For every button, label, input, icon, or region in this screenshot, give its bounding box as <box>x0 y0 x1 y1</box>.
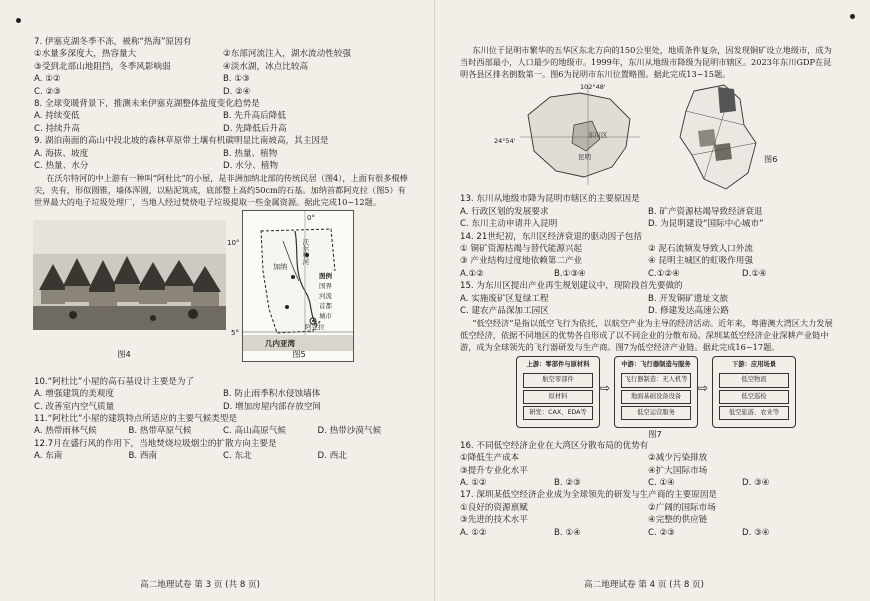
fig6-city-label: 昆明 <box>578 153 591 162</box>
answer-option[interactable]: A.①② <box>460 268 484 279</box>
statement-list <box>34 48 412 73</box>
question-stem: 10.“阿杜比”小屋的高石基设计主要是为了 <box>34 376 195 387</box>
option-list <box>34 450 412 462</box>
answer-option[interactable]: B. 矿产资源枯竭导致经济衰退 <box>648 206 763 217</box>
answer-option[interactable]: D. 水分、植物 <box>223 161 279 172</box>
statement-item: ① 铜矿资源枯竭与替代能源兴起 <box>460 244 583 255</box>
arrow-icon: ⇨ <box>600 380 611 395</box>
midstream-title: 中游：飞行器制造与服务 <box>621 360 691 368</box>
answer-option[interactable]: B. ②③ <box>554 478 581 489</box>
upstream-item: 原材料 <box>523 390 593 404</box>
answer-option[interactable]: A. 海拔、坡度 <box>34 148 89 159</box>
passage-low-altitude: “低空经济”是指以低空飞行为依托，以航空产业为主导的经济活动。近年来，粤港澳大湾区大力发展低空经济，依据不同地区的优势各自形成了以不同企业的分散布局。深圳某低空经济企业深耕产业链中游，成为全球领先的飞行器研发与生产商。图7为低空经济产业链。据此完成16~17题。 <box>460 318 833 353</box>
option-list <box>34 425 412 437</box>
answer-option[interactable]: C. 高山高原气候 <box>223 426 287 437</box>
downstream-item: 低空物流 <box>719 373 789 387</box>
fig5-lat5-label: 5° <box>231 328 239 337</box>
statement-item: ④完整的供应链 <box>648 515 708 526</box>
legend-title: 图例 <box>319 271 332 280</box>
answer-option[interactable]: B. 热量、植物 <box>223 148 278 159</box>
statement-item: ③ 产业结构过度地依赖第二产业 <box>460 256 583 267</box>
punch-hole <box>850 14 855 19</box>
downstream-item: 低空巡检 <box>719 390 789 404</box>
fig4-caption: 图4 <box>117 348 131 359</box>
question-stem: 8. 全球变暖背景下，推测未来伊塞克湖整体盐度变化趋势是 <box>34 99 260 110</box>
answer-option[interactable]: C. ①④ <box>648 478 675 489</box>
answer-option[interactable]: A. 东南 <box>34 451 63 462</box>
question-stem: 12.7月在盛行风的作用下，当地焚烧垃圾烟尘的扩散方向主要是 <box>34 438 277 449</box>
statement-item: ①降低生产成本 <box>460 453 520 464</box>
arrow-icon: ⇨ <box>698 380 709 395</box>
statement-item: ①良好的资源禀赋 <box>460 502 528 513</box>
question-block-mid <box>460 193 836 317</box>
fig7-midstream <box>614 356 698 428</box>
upstream-item: 研发：CAX、EDA等 <box>523 406 593 420</box>
fig5-capital-label: 阿克拉 <box>305 322 325 331</box>
statement-item: ③受到北部山地阻挡，冬季风影响弱 <box>34 61 171 72</box>
question-stem: 9. 湖泊南面的高山中段北坡的森林草原带土壤有机碳明显比南坡高，其主因是 <box>34 136 329 147</box>
answer-option[interactable]: D. 热带沙漠气候 <box>317 426 382 437</box>
answer-option[interactable]: B.①③④ <box>554 268 586 279</box>
answer-option[interactable]: B. 防止雨季积水侵蚀墙体 <box>223 389 321 400</box>
footer-page3: 高二地理试卷 第 3 页 (共 8 页) <box>140 580 260 590</box>
option-list <box>34 73 412 98</box>
fig6-caption: 图6 <box>764 154 778 165</box>
figures-row <box>34 210 412 376</box>
legend-capital: 首都 <box>319 301 332 310</box>
answer-option[interactable]: A. ①② <box>460 478 487 489</box>
question-block-top <box>34 36 412 172</box>
right-page <box>460 44 836 539</box>
question-stem: 13. 东川从地级市降为昆明市辖区的主要原因是 <box>460 194 640 205</box>
answer-option[interactable]: D. ②④ <box>223 86 251 97</box>
answer-option[interactable]: D. ③④ <box>742 478 770 489</box>
fig5-legend <box>319 271 352 321</box>
answer-option[interactable]: D. 西北 <box>317 451 347 462</box>
answer-option[interactable]: B. 开发铜矿遗址文旅 <box>648 293 729 304</box>
downstream-title: 下游：应用场景 <box>731 360 777 368</box>
answer-option[interactable]: C. 持续升高 <box>34 123 80 134</box>
statement-list <box>460 502 836 527</box>
option-list <box>34 110 412 135</box>
midstream-item: 地面基础设备设备 <box>621 390 691 404</box>
left-page <box>34 36 412 463</box>
answer-option[interactable]: A. 持续变低 <box>34 111 80 122</box>
statement-item: ④扩大国际市场 <box>648 465 708 476</box>
question-stem: 11.“阿杜比”小屋的建筑特点所适应的主要气候类型是 <box>34 414 238 425</box>
fig5-country-label: 加纳 <box>273 262 287 271</box>
legend-city: 城市 <box>319 311 332 320</box>
answer-option[interactable]: D. 增加房屋内部存放空间 <box>223 401 322 412</box>
answer-option[interactable]: C. 热量、水分 <box>34 161 89 172</box>
fig6-area <box>460 81 836 193</box>
statement-item: ④淡水湖，冰点比较高 <box>223 61 309 72</box>
option-list <box>460 527 836 539</box>
question-stem: 15. 为东川区提出产业再生规划建议中，现阶段首先要做的 <box>460 281 683 292</box>
statement-item: ② 泥石流频发导致人口外流 <box>648 244 753 255</box>
upstream-title: 上游：零部件与原材料 <box>526 360 590 368</box>
midstream-item: 低空运营服务 <box>621 406 691 420</box>
answer-option[interactable]: B. 热带草原气候 <box>128 426 192 437</box>
statement-list <box>460 243 836 268</box>
statement-item: ④ 昆明主城区的虹吸作用强 <box>648 256 753 267</box>
answer-option[interactable]: D. 为昆明建设“国际中心城市” <box>648 219 764 230</box>
question-block-bottom <box>34 376 412 463</box>
answer-option[interactable]: D. 先降低后升高 <box>223 123 287 134</box>
option-list <box>34 148 412 173</box>
answer-option[interactable]: A. ①② <box>34 74 61 85</box>
option-list <box>460 477 836 489</box>
statement-item: ③提升专业化水平 <box>460 465 528 476</box>
answer-option[interactable]: A. 行政区划的发展要求 <box>460 206 549 217</box>
passage-dongchuan: 东川位于昆明市繁华的五华区东北方向的150公里处，地质条件复杂，因发现铜矿设立地级市，成为当时西部最小，人口最少的地级市。1999年，东川从地级市降级为昆明市辖区。2023年东川GDP在昆明各县区排名倒数第一。图6为昆明市东川位置略图。据此完成13~15题。 <box>460 45 832 79</box>
answer-option[interactable]: A. 实施废矿区复绿工程 <box>460 293 549 304</box>
fig4-photo <box>33 220 226 330</box>
answer-option[interactable]: D. 修建发达高速公路 <box>648 306 729 317</box>
fig7-downstream <box>712 356 796 428</box>
answer-option[interactable]: D.①④ <box>742 268 767 279</box>
statement-item: ②减少污染排放 <box>648 453 708 464</box>
fig6-province-map <box>520 85 640 185</box>
answer-option[interactable]: B. ①④ <box>554 527 581 538</box>
question-stem: 16. 不同低空经济企业在大湾区分散布局的优势有 <box>460 440 649 451</box>
option-list <box>460 293 836 318</box>
statement-item: ③先进的技术水平 <box>460 515 528 526</box>
fig6-lon-label: 102°48' <box>580 83 606 92</box>
option-list <box>460 206 836 231</box>
punch-hole <box>16 18 21 23</box>
answer-option[interactable]: C. ②③ <box>34 86 61 97</box>
downstream-item: 低空旅游、农业等 <box>719 406 789 420</box>
fig6-district-label: 东川区 <box>588 131 608 140</box>
answer-option[interactable]: A. 增强建筑的美观度 <box>34 389 114 400</box>
fig5-lat10-label: 10° <box>227 238 240 247</box>
answer-option[interactable]: C.①②④ <box>648 268 680 279</box>
question-block-bottom-right <box>460 440 836 539</box>
answer-option[interactable]: A. ①② <box>460 527 487 538</box>
answer-option[interactable]: B. 西南 <box>128 451 158 462</box>
question-stem: 17. 深圳某低空经济企业成为全球领先的研发与生产商的主要原因是 <box>460 490 718 501</box>
fig5-caption: 图5 <box>292 348 306 359</box>
footer-page4: 高二地理试卷 第 4 页 (共 8 页) <box>584 580 704 590</box>
statement-list <box>460 452 836 477</box>
option-list <box>34 388 412 413</box>
fig6-kunming-map <box>674 81 764 193</box>
question-stem: 7. 伊塞克湖冬季不冻，被称“热海”原因有 <box>34 37 192 47</box>
midstream-item: 飞行器制造：无人机等 <box>621 373 691 387</box>
fig5-river-label: 沃尔特河 <box>301 238 310 265</box>
fig7-caption: 图7 <box>648 428 662 439</box>
fig7-chain <box>460 356 836 440</box>
fig5-gulf-label: 几内亚湾 <box>265 338 295 348</box>
option-list <box>460 268 836 280</box>
fig5-map <box>227 210 354 362</box>
fig5-meridian-label: 0° <box>307 213 315 222</box>
fig6-lat-label: 24°54' <box>494 137 516 146</box>
statement-item: ①水量多深度大，热容量大 <box>34 49 137 60</box>
page-fold <box>434 0 435 601</box>
answer-option[interactable]: A. 热带雨林气候 <box>34 426 97 437</box>
statement-item: ②广阔的国际市场 <box>648 502 716 513</box>
question-stem: 14. 21世纪初，东川区经济衰退的驱动因子包括 <box>460 231 643 242</box>
upstream-item: 航空零部件 <box>523 373 593 387</box>
answer-option[interactable]: C. 东川主动申请并入昆明 <box>460 219 558 230</box>
legend-river: 河流 <box>319 291 332 300</box>
passage-ghana: 在沃尔特河的中上游有一种叫“阿杜比”的小屋，是非洲加纳北部的传统民居（图4），上面有很多棍棒尖，夹有，形似圆锥，墙体浑圆，以粘泥筑成，底部整上高约50cm的石基。加纳首都阿克拉（图5）有世界最大的电子垃圾处理厂，当地人经过焚烧电子垃圾提取一些金属资源。据此完成10~12题。 <box>34 173 408 208</box>
answer-option[interactable]: C. 改善室内空气质量 <box>34 401 115 412</box>
answer-option[interactable]: C. 建农产品深加工园区 <box>460 306 549 317</box>
legend-border: 国界 <box>319 281 332 290</box>
fig7-upstream <box>516 356 600 428</box>
answer-option[interactable]: C. 东北 <box>223 451 252 462</box>
statement-item: ②东部河流注入，湖水流动性较强 <box>223 49 352 60</box>
answer-option[interactable]: B. ①③ <box>223 74 250 85</box>
answer-option[interactable]: B. 先升高后降低 <box>223 111 286 122</box>
answer-option[interactable]: D. ③④ <box>742 527 770 538</box>
answer-option[interactable]: C. ②③ <box>648 527 675 538</box>
